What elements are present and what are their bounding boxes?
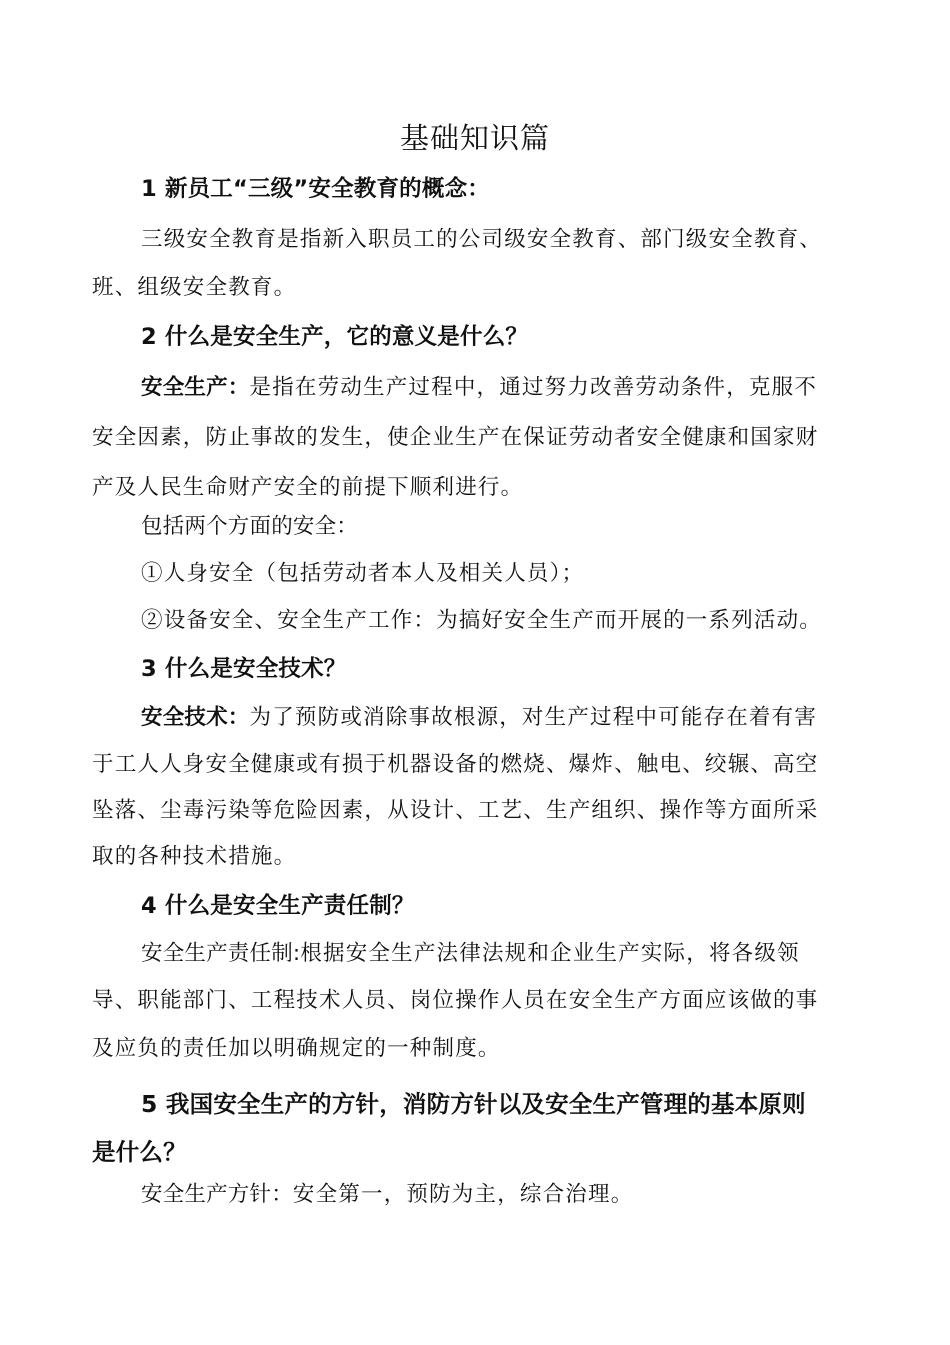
section-5-lead-term: 安全生产方针：	[141, 1182, 293, 1207]
section-3-text-line-4: 取的各种技术措施。	[92, 844, 297, 869]
section-2-text-line-3: 产及人民生命财产安全的前提下顺利进行。	[92, 475, 524, 500]
section-4-lead-term: 安全生产责任制:	[141, 941, 301, 966]
section-4-text-line-3: 及应负的责任加以明确规定的一种制度。	[92, 1036, 501, 1061]
section-5-heading-line-1: 5 我国安全生产的方针，消防方针以及安全生产管理的基本原则	[141, 1090, 806, 1118]
section-3-lead-term: 安全技术：	[141, 705, 250, 730]
section-1-text-line-1: 三级安全教育是指新入职员工的公司级安全教育、部门级安全教育、	[141, 227, 823, 252]
section-4-text: 根据安全生产法律法规和企业生产实际，将各级领	[300, 941, 800, 966]
section-2-lead-term: 安全生产：	[141, 375, 250, 400]
section-4-text-line-1	[141, 939, 862, 969]
section-2-list-item-1: ①人身安全（包括劳动者本人及相关人员）；	[141, 561, 585, 586]
section-2-heading: 2 什么是安全生产，它的意义是什么？	[141, 324, 529, 350]
section-2-list-item-2: ②设备安全、安全生产工作：为搞好安全生产而开展的一系列活动。	[141, 608, 823, 633]
section-5-text-line-1	[141, 1180, 862, 1210]
section-4-heading: 4 什么是安全生产责任制？	[141, 893, 415, 919]
section-3-text-line-2: 于工人人身安全健康或有损于机器设备的燃烧、爆炸、触电、绞辗、高空	[92, 752, 819, 777]
section-1-text-line-2: 班、组级安全教育。	[92, 275, 297, 300]
section-2-text-line-1	[141, 373, 862, 403]
section-2-text: 是指在劳动生产过程中，通过努力改善劳动条件，克服不	[249, 375, 818, 400]
section-5-heading-line-2: 是什么？	[92, 1138, 187, 1166]
section-3-heading: 3 什么是安全技术？	[141, 656, 347, 682]
section-3-text-line-1	[141, 703, 862, 733]
section-2-sub-heading: 包括两个方面的安全：	[141, 514, 359, 539]
section-2-text-line-2: 安全因素，防止事故的发生，使企业生产在保证劳动者安全健康和国家财	[92, 425, 819, 450]
section-5-text: 安全第一，预防为主，综合治理。	[292, 1182, 634, 1207]
section-3-text: 为了预防或消除事故根源，对生产过程中可能存在着有害	[249, 705, 818, 730]
section-4-text-line-2: 导、职能部门、工程技术人员、岗位操作人员在安全生产方面应该做的事	[92, 988, 819, 1013]
page-title: 基础知识篇	[399, 121, 550, 155]
section-1-heading: 1 新员工“三级”安全教育的概念：	[141, 176, 490, 202]
section-3-text-line-3: 坠落、尘毒污染等危险因素，从设计、工艺、生产组织、操作等方面所采	[92, 798, 819, 823]
